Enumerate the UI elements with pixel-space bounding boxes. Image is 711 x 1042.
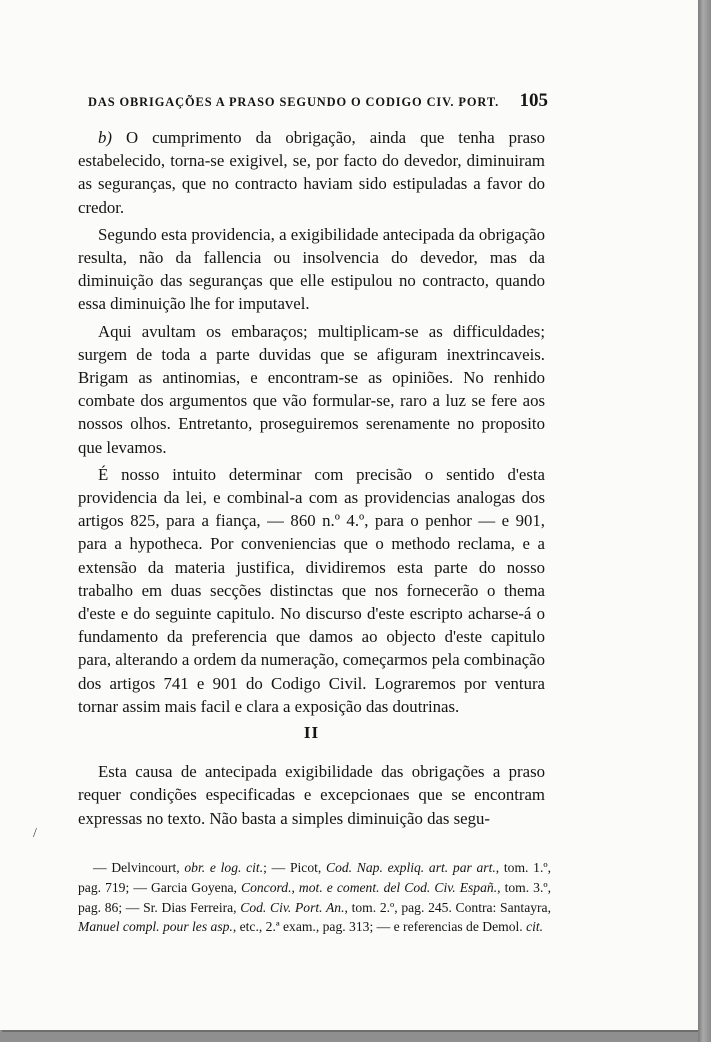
footnote-part: , tom. 1.º, pag. 719; — Garcia Goyena, — [78, 860, 551, 895]
footnote — [78, 858, 551, 937]
body-text — [78, 126, 545, 830]
paragraph-1-text: O cumprimento da obrigação, ainda que tenha praso estabelecido, torna-se exigivel, se, por facto do devedor, diminuiram as seguranças, que no contracto haviam sido estipuladas a favor do credor. — [78, 128, 545, 217]
paragraph-1 — [78, 126, 545, 219]
page-number: 105 — [519, 90, 548, 111]
footnote-part: Cod. Civ. Port. An. — [240, 899, 345, 915]
page-header — [88, 90, 548, 112]
running-title: DAS OBRIGAÇÕES A PRASO SEGUNDO O CODIGO CIV. PORT. — [88, 95, 500, 109]
footnote-part: , tom. 2.º, pag. 245. Contra: Santayra, — [344, 899, 551, 915]
footnote-part: , etc., 2.ª exam., pag. 313; — e referencias de Demol. — [232, 919, 527, 935]
section-heading: II — [303, 723, 320, 743]
paragraph-2: Segundo esta providencia, a exigibilidade antecipada da obrigação resulta, não da fallencia ou insolvencia do devedor, mas da diminuição das seguranças que elle estipulou no contracto, quando essa diminuição lhe for imputavel. — [78, 224, 545, 314]
margin-mark: / — [33, 826, 37, 841]
page-edge-shadow — [698, 0, 711, 1042]
footnote-part: ; — Picot, — [263, 860, 327, 875]
paragraph-3: Aqui avultam os embaraços; multiplicam-se as difficuldades; surgem de toda a parte duvidas que se afiguram inextrincaveis. Brigam as antinomias, e encontram-se as opiniões. No renhido combate dos argumentos que vão formular-se, raro a luz se fere aos nossos olhos. Entretanto, proseguiremos serenamente no proposito que levamos. — [78, 321, 545, 457]
footnote-part: cit. — [526, 919, 544, 935]
footnote-part: , tom. 3.º, pag. 86; — Sr. Dias Ferreira, — [78, 879, 551, 915]
paragraph-5: Esta causa de antecipada exigibilidade das obrigações a praso requer condições especificadas e excepcionaes que se encontram expressas no texto. Não basta a simples diminuição das segu- — [78, 762, 545, 828]
footnote-part: — Delvincourt, — [93, 860, 185, 875]
paragraph-1-lead: b) — [98, 128, 112, 147]
footnote-part: Concord., mot. e coment. del Cod. Civ. Españ. — [241, 879, 498, 895]
footnote-part: Cod. Nap. expliq. art. par art. — [326, 860, 496, 875]
paragraph-4: É nosso intuito determinar com precisão o sentido d'esta providencia da lei, e combinal-a com as providencias analogas dos artigos 825, para a fiança, — 860 n.º 4.º, para o penhor — e 901, para a hypotheca. Por conveniencias que o methodo reclama, e a extensão da materia justifica, dividiremos esta parte do nosso trabalho em duas secções distinctas que nos fornecerão o thema d'este e do seguinte capitulo. No discurso d'este escripto acharse-á o fundamento da preferencia que damos ao objecto d'este capitulo para, alterando a ordem da numeração, começarmos pela combinação dos artigos 741 e 901 do Codigo Civil. Lograremos por ventura tornar assim mais facil e clara a exposição das doutrinas. — [78, 464, 545, 716]
footnote-part: obr. e log. cit. — [184, 860, 264, 875]
footnote-part: Manuel compl. pour les asp. — [78, 919, 233, 935]
